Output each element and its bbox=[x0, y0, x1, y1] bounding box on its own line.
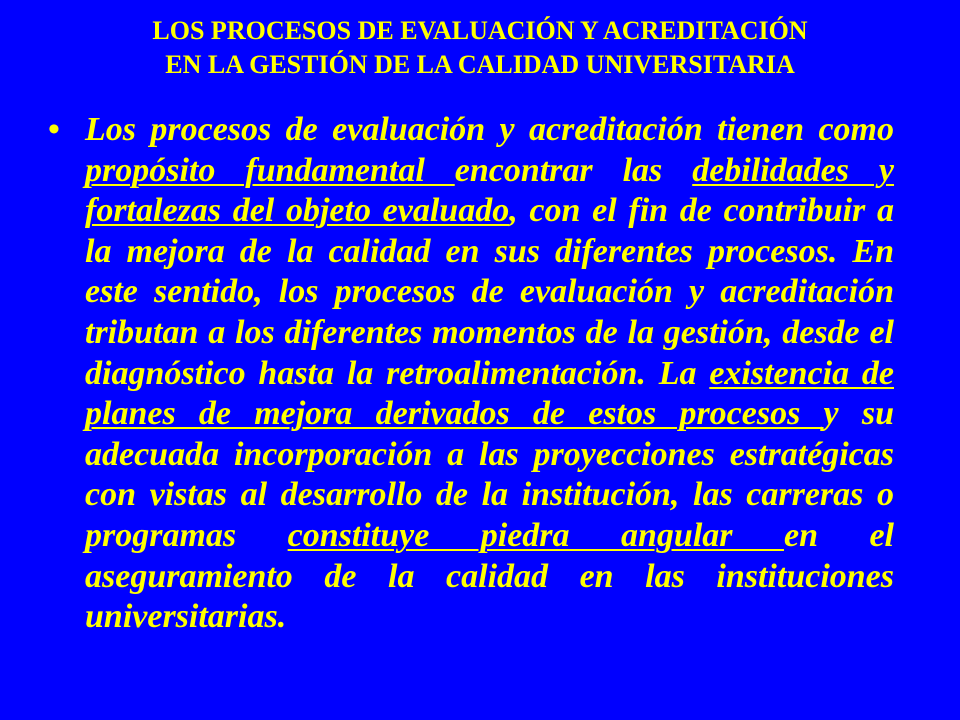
underlined-phrase-debilidades: debilidades y fortalezas del objeto evaluado bbox=[85, 151, 895, 230]
underlined-phrase-proposito: propósito fundamental bbox=[85, 151, 455, 189]
paragraph-segment-3: encontrar las bbox=[454, 151, 693, 189]
bullet-item bbox=[40, 110, 894, 638]
paragraph-segment-9: en el aseguramiento de la calidad en las instituciones universitarias. bbox=[85, 516, 894, 636]
slide-title bbox=[40, 14, 920, 82]
underlined-phrase-planes-de-mejora: existencia de planes de mejora derivados de estos procesos bbox=[85, 354, 894, 433]
paragraph-segment-7: y su adecuada incorporación a las proyecciones estratégicas con vistas al desarrollo de la institución, las carreras o programas bbox=[85, 395, 894, 554]
bullet-paragraph bbox=[85, 110, 894, 638]
paragraph-segment-5: , con el fin de contribuir a la mejora de la calidad en sus diferentes procesos. En este sentido, los procesos de evaluación y acreditación tributan a los diferentes momentos de la gestión, desde el diagnóstico hasta la retroalimentación. La bbox=[85, 192, 894, 392]
paragraph-segment-1: Los procesos de evaluación y acreditación tienen como bbox=[85, 111, 894, 148]
bullet-icon: • bbox=[48, 111, 60, 148]
underlined-phrase-piedra-angular: constituye piedra angular bbox=[287, 516, 784, 554]
slide-body bbox=[40, 110, 894, 638]
slide-title-line-2: EN LA GESTIÓN DE LA CALIDAD UNIVERSITARIA bbox=[165, 50, 795, 79]
slide-title-line-1: LOS PROCESOS DE EVALUACIÓN Y ACREDITACIÓN bbox=[152, 16, 808, 45]
